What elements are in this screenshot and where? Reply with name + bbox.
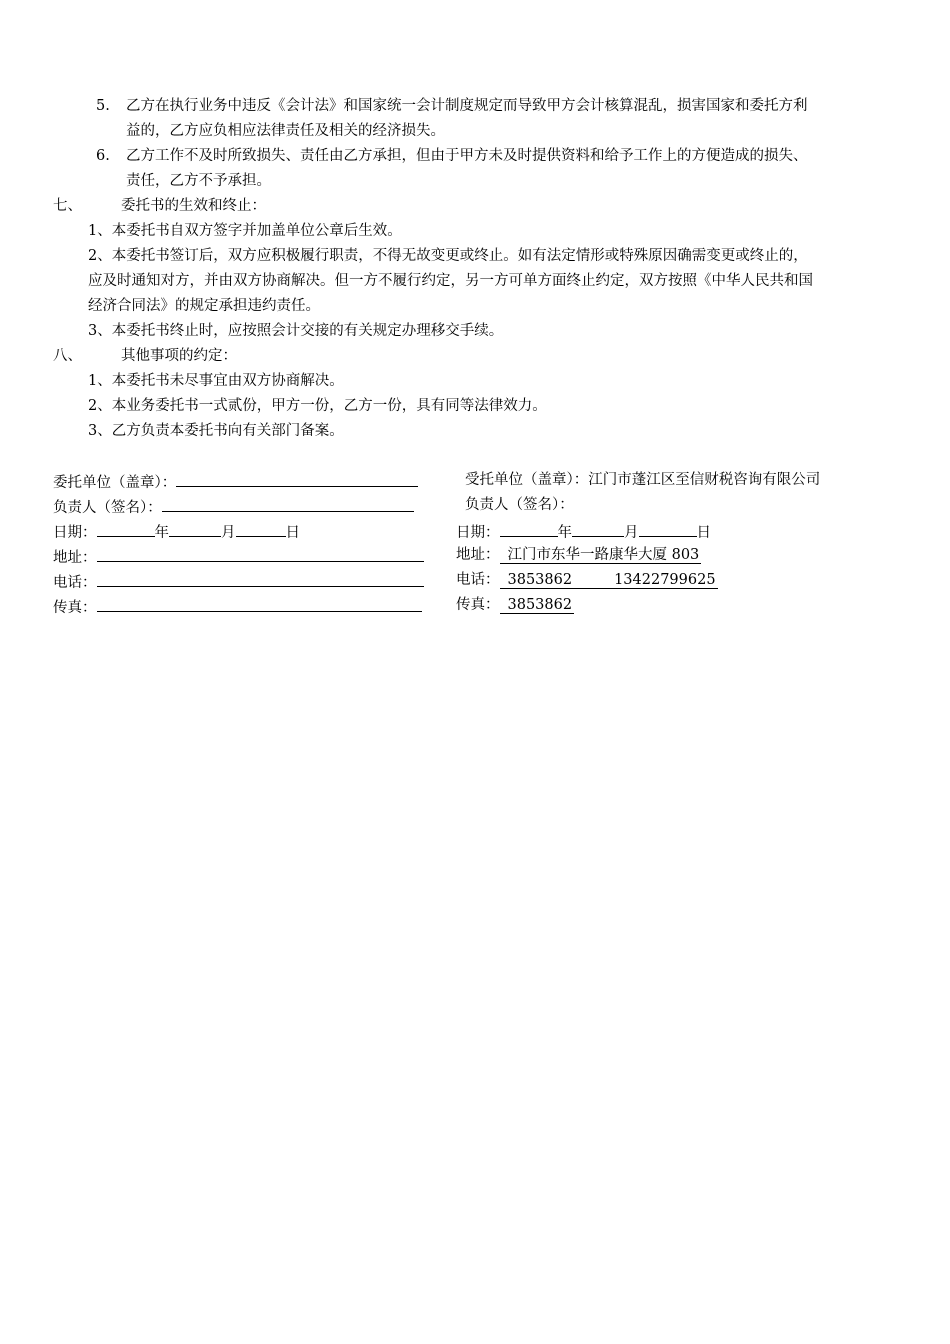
agent-phone-row [456, 570, 718, 590]
section-7-para-2-line-2: 应及时通知对方，并由双方协商解决。但一方不履行约定，另一方可单方面终止约定，双方按照《中华人民共和国 [88, 273, 813, 289]
section-8-heading [53, 346, 237, 366]
agent-phone-label: 电话： [456, 572, 500, 588]
client-address-label: 地址： [53, 550, 97, 566]
agent-date-year-blank[interactable] [500, 520, 558, 537]
agent-address-row [456, 545, 701, 565]
client-phone-blank[interactable] [97, 570, 424, 587]
client-date-year-blank[interactable] [97, 520, 155, 537]
section-8-para-3: 3、乙方负责本委托书向有关部门备案。 [88, 423, 344, 439]
section-8-para-2: 2、本业务委托书一式贰份，甲方一份，乙方一份，具有同等法律效力。 [88, 398, 547, 414]
agent-unit-value: 江门市蓬江区至信财税咨询有限公司 [588, 472, 821, 488]
agent-date-year-unit: 年 [557, 525, 572, 541]
section-8-title: 其他事项的约定： [121, 348, 237, 364]
agent-address-label: 地址： [456, 547, 500, 563]
section-8-number: 八、 [53, 348, 82, 364]
client-fax-blank[interactable] [97, 595, 422, 612]
agent-address-value: 江门市东华一路康华大厦 803 [500, 547, 702, 564]
clause-5-number: 5. [96, 98, 110, 114]
client-unit-blank[interactable] [176, 470, 418, 487]
client-date-year-unit: 年 [154, 525, 169, 541]
clause-6-line-2: 责任，乙方不予承担。 [126, 173, 271, 189]
agent-date-month-unit: 月 [624, 525, 639, 541]
agent-person-row [465, 495, 574, 515]
section-7-para-3: 3、本委托书终止时，应按照会计交接的有关规定办理移交手续。 [88, 323, 504, 339]
agent-fax-value: 3853862 [500, 597, 575, 614]
agent-fax-row [456, 595, 574, 615]
client-date-month-unit: 月 [221, 525, 236, 541]
section-8-para-1: 1、本委托书未尽事宜由双方协商解决。 [88, 373, 344, 389]
client-date-label: 日期： [53, 525, 97, 541]
agent-date-row [456, 520, 711, 543]
clause-5-line-2: 益的，乙方应负相应法律责任及相关的经济损失。 [126, 123, 445, 139]
clause-6-text-1: 乙方工作不及时所致损失、责任由乙方承担，但由于甲方未及时提供资料和给予工作上的方便造成的损失、 [126, 148, 808, 164]
client-date-day-blank[interactable] [236, 520, 286, 537]
agent-date-day-blank[interactable] [639, 520, 697, 537]
client-address-blank[interactable] [97, 545, 424, 562]
agent-unit-label: 受托单位（盖章）： [465, 472, 589, 488]
client-fax-label: 传真： [53, 600, 97, 616]
client-phone-row [53, 570, 424, 593]
client-person-label: 负责人（签名）： [53, 500, 162, 516]
agent-unit-row [465, 470, 820, 490]
client-unit-label: 委托单位（盖章）： [53, 475, 177, 491]
clause-5-line-1 [96, 96, 808, 116]
client-date-row [53, 520, 300, 543]
clause-5-text-1: 乙方在执行业务中违反《会计法》和国家统一会计制度规定而导致甲方会计核算混乱，损害国家和委托方利 [126, 98, 808, 114]
agent-date-day-unit: 日 [696, 525, 711, 541]
client-fax-row [53, 595, 422, 618]
agent-person-label: 负责人（签名）： [465, 497, 574, 513]
client-person-row [53, 495, 414, 518]
client-date-month-blank[interactable] [169, 520, 221, 537]
section-7-para-2-line-3: 经济合同法》的规定承担违约责任。 [88, 298, 320, 314]
agent-fax-label: 传真： [456, 597, 500, 613]
agent-date-label: 日期： [456, 525, 500, 541]
section-7-heading [53, 196, 266, 216]
section-7-number: 七、 [53, 198, 82, 214]
client-phone-label: 电话： [53, 575, 97, 591]
client-person-blank[interactable] [162, 495, 414, 512]
section-7-para-1: 1、本委托书自双方签字并加盖单位公章后生效。 [88, 223, 402, 239]
agent-phone-value-1: 3853862 [500, 572, 613, 589]
section-7-title: 委托书的生效和终止： [121, 198, 266, 214]
client-address-row [53, 545, 424, 568]
agent-date-month-blank[interactable] [572, 520, 624, 537]
client-date-day-unit: 日 [285, 525, 300, 541]
clause-6-line-1 [96, 146, 808, 166]
client-unit-row [53, 470, 418, 493]
agent-phone-value-2: 13422799625 [614, 572, 716, 588]
section-7-para-2-line-1: 2、本委托书签订后，双方应积极履行职责，不得无故变更或终止。如有法定情形或特殊原因确需变更或终止的， [88, 248, 808, 264]
clause-6-number: 6. [96, 148, 110, 164]
